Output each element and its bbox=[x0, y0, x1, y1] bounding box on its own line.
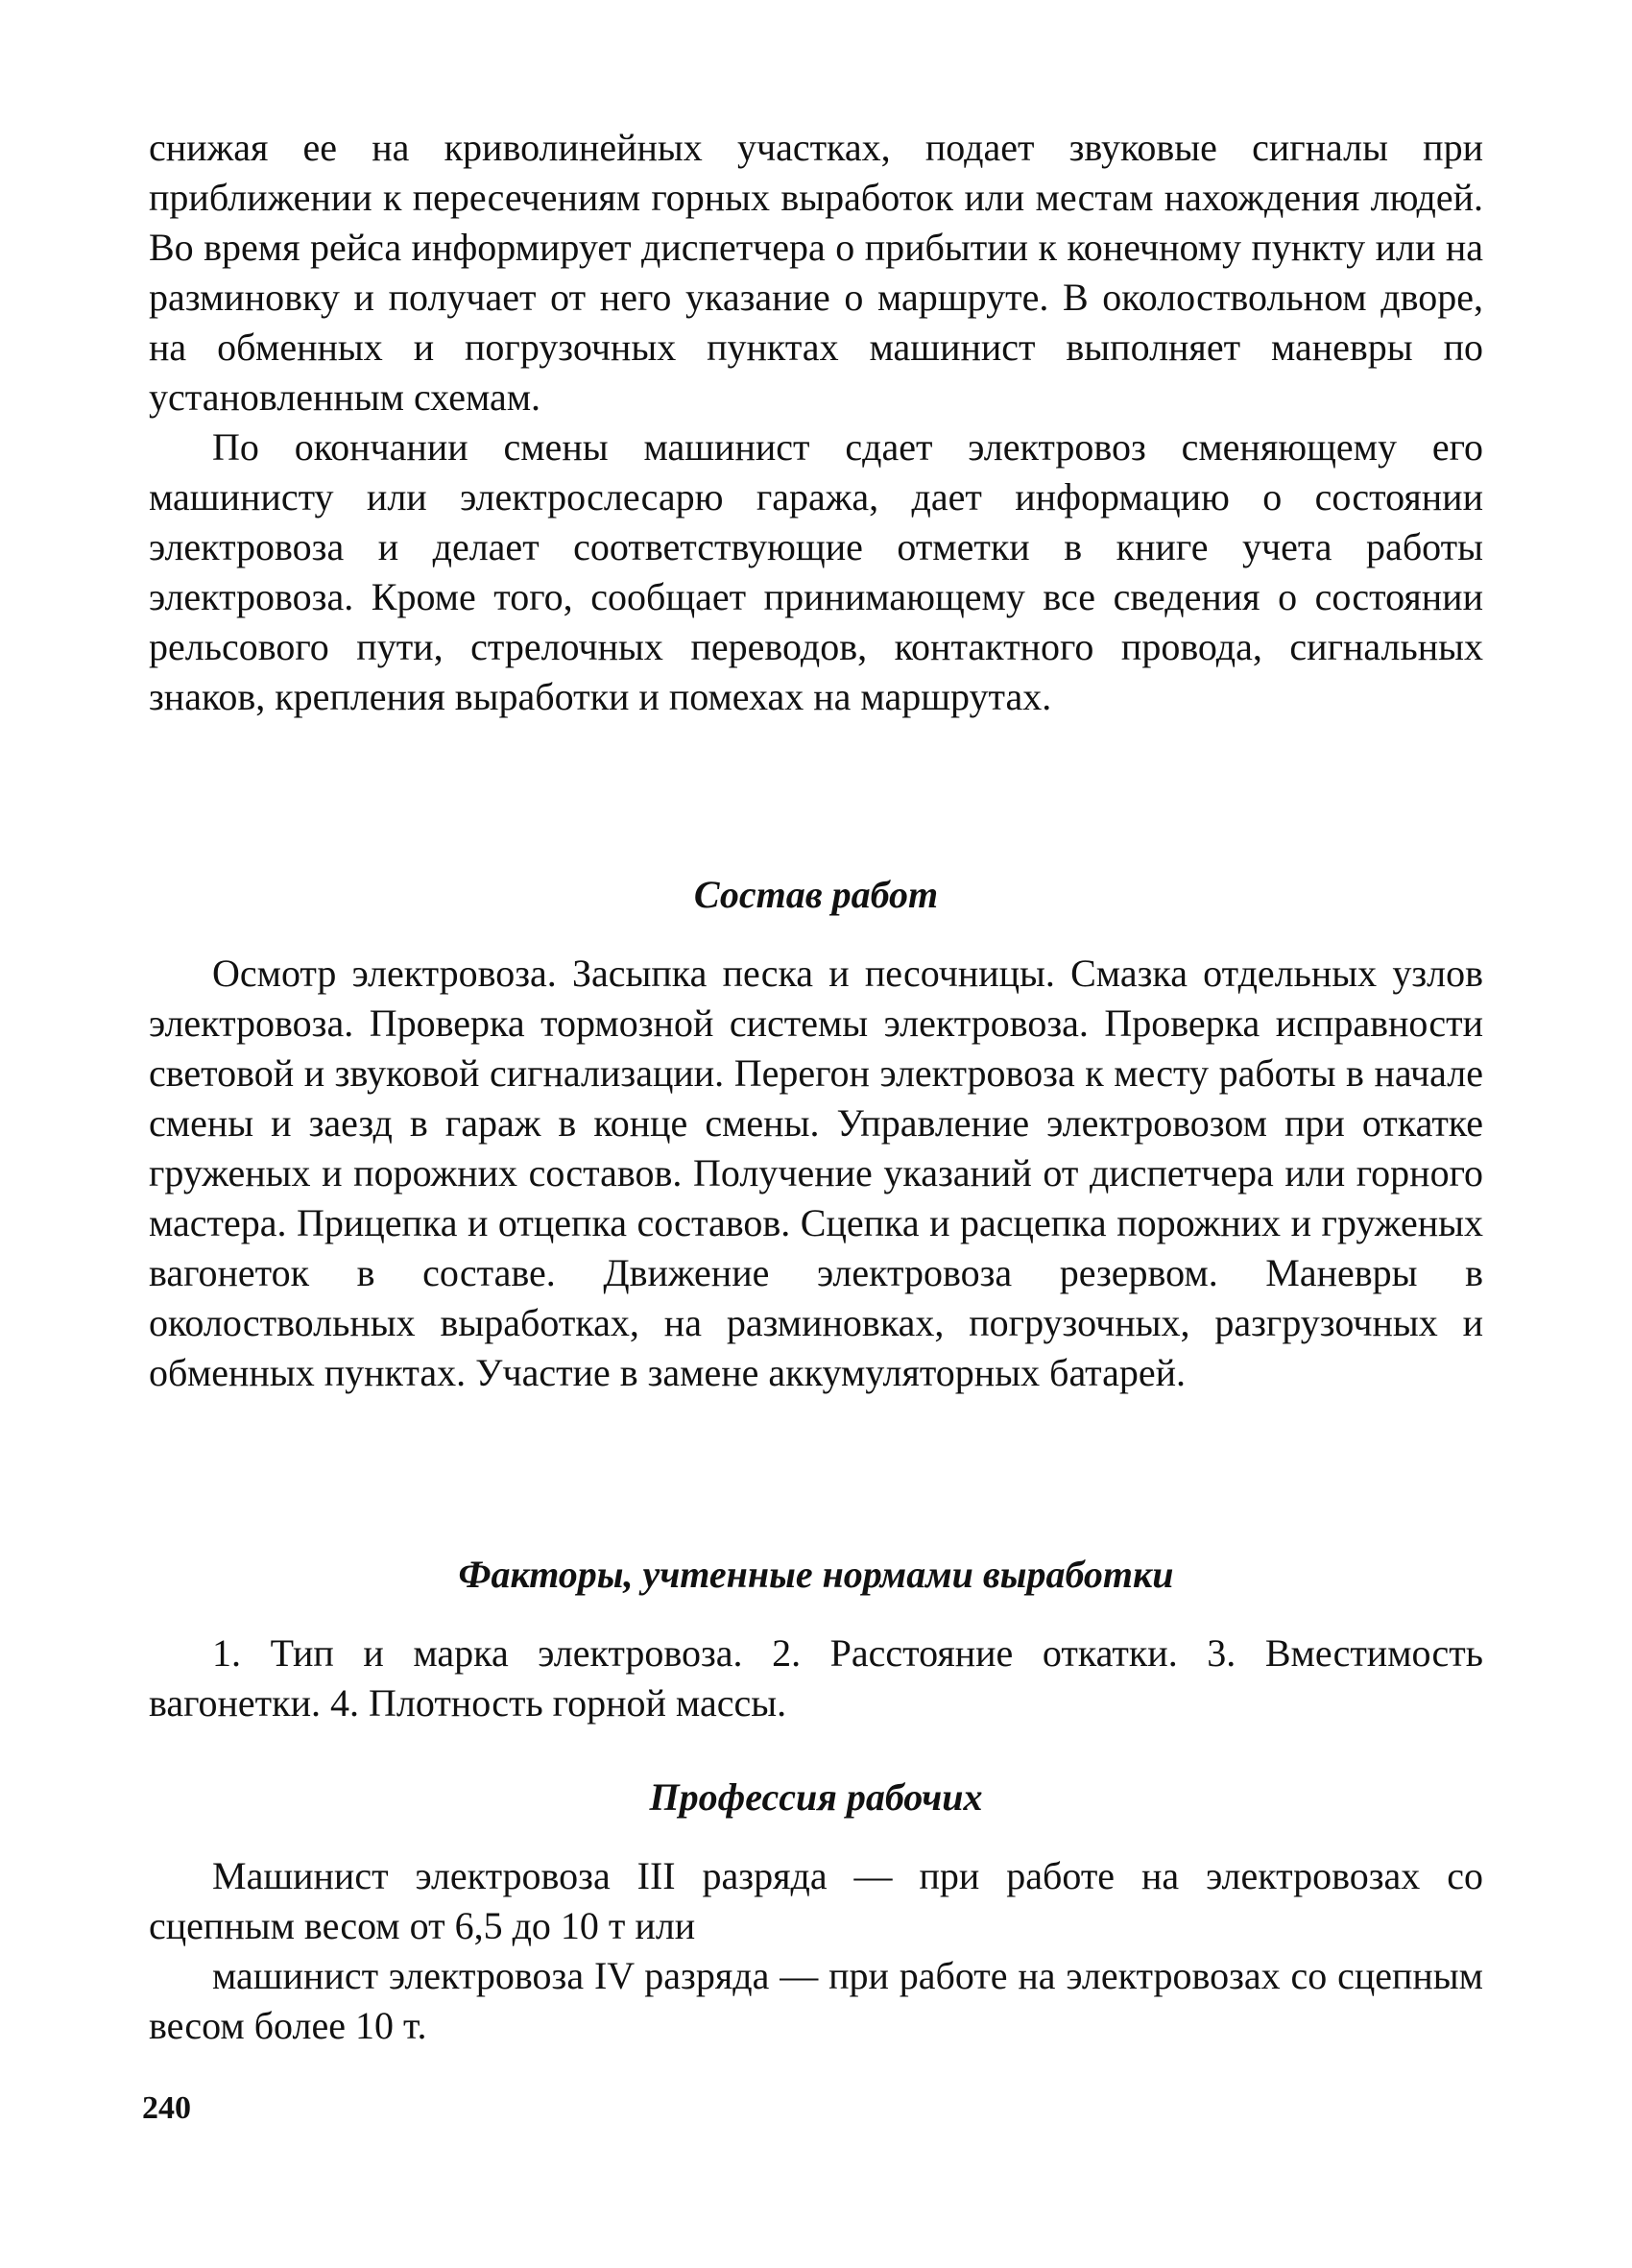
heading-profession: Профессия рабочих bbox=[649, 1775, 983, 1819]
paragraph-work-composition: Осмотр электровоза. Засыпка песка и песочницы. Смазка отдельных узлов электровоза. Проверка тормозной системы электровоза. Проверка исправности световой и звуковой сигнализации. Перегон электровоза к месту работы в начале смены и заезд в гараж в конце смены. Управление электровозом при откатке груженых и порожних составов. Получение указаний от диспетчера или горного мастера. Прицепка и отцепка составов. Сцепка и расцепка порожних и груженых вагонеток в составе. Движение электровоза резервом. Маневры в околоствольных выработках, на разминовках, погрузочных, разгрузочных и обменных пунктах. Участие в замене аккумуляторных батарей. bbox=[149, 952, 1483, 1394]
heading-factors: Факторы, учтенные нормами выработки bbox=[458, 1553, 1174, 1596]
page-number: 240 bbox=[142, 2090, 191, 2126]
factors-text bbox=[149, 1629, 1483, 1728]
heading-work-composition: Состав работ bbox=[693, 873, 939, 916]
paragraph-profession-grade-3: Машинист электровоза III разряда — при работе на электровозах со сцепным весом от 6,5 до 10 т или bbox=[149, 1854, 1483, 1947]
profession-text bbox=[149, 1851, 1483, 2051]
paragraph-profession-grade-4: машинист электровоза IV разряда — при работе на электровозах со сцепным весом более 10 т. bbox=[149, 1954, 1483, 2047]
intro-text bbox=[149, 123, 1483, 722]
paragraph-factors: 1. Тип и марка электровоза. 2. Расстояние откатки. 3. Вместимость вагонетки. 4. Плотность горной массы. bbox=[149, 1631, 1483, 1725]
paragraph-route-signals: снижая ее на криволинейных участках, подает звуковые сигналы при приближении к пересечениям горных выработок или местам нахождения людей. Во время рейса информирует диспетчера о прибытии к конечному пункту или на разминовку и получает от него указание о маршруте. В околоствольном дворе, на обменных и погрузочных пунктах машинист выполняет маневры по установленным схемам. bbox=[149, 126, 1483, 419]
work-composition-text bbox=[149, 949, 1483, 1398]
paragraph-shift-handover: По окончании смены машинист сдает электровоз сменяющему его машинисту или электрослесарю гаража, дает информацию о состоянии электровоза и делает соответствующие отметки в книге учета работы электровоза. Кроме того, сообщает принимающему все сведения о состоянии рельсового пути, стрелочных переводов, контактного провода, сигнальных знаков, крепления выработки и помехах на маршрутах. bbox=[149, 425, 1483, 718]
